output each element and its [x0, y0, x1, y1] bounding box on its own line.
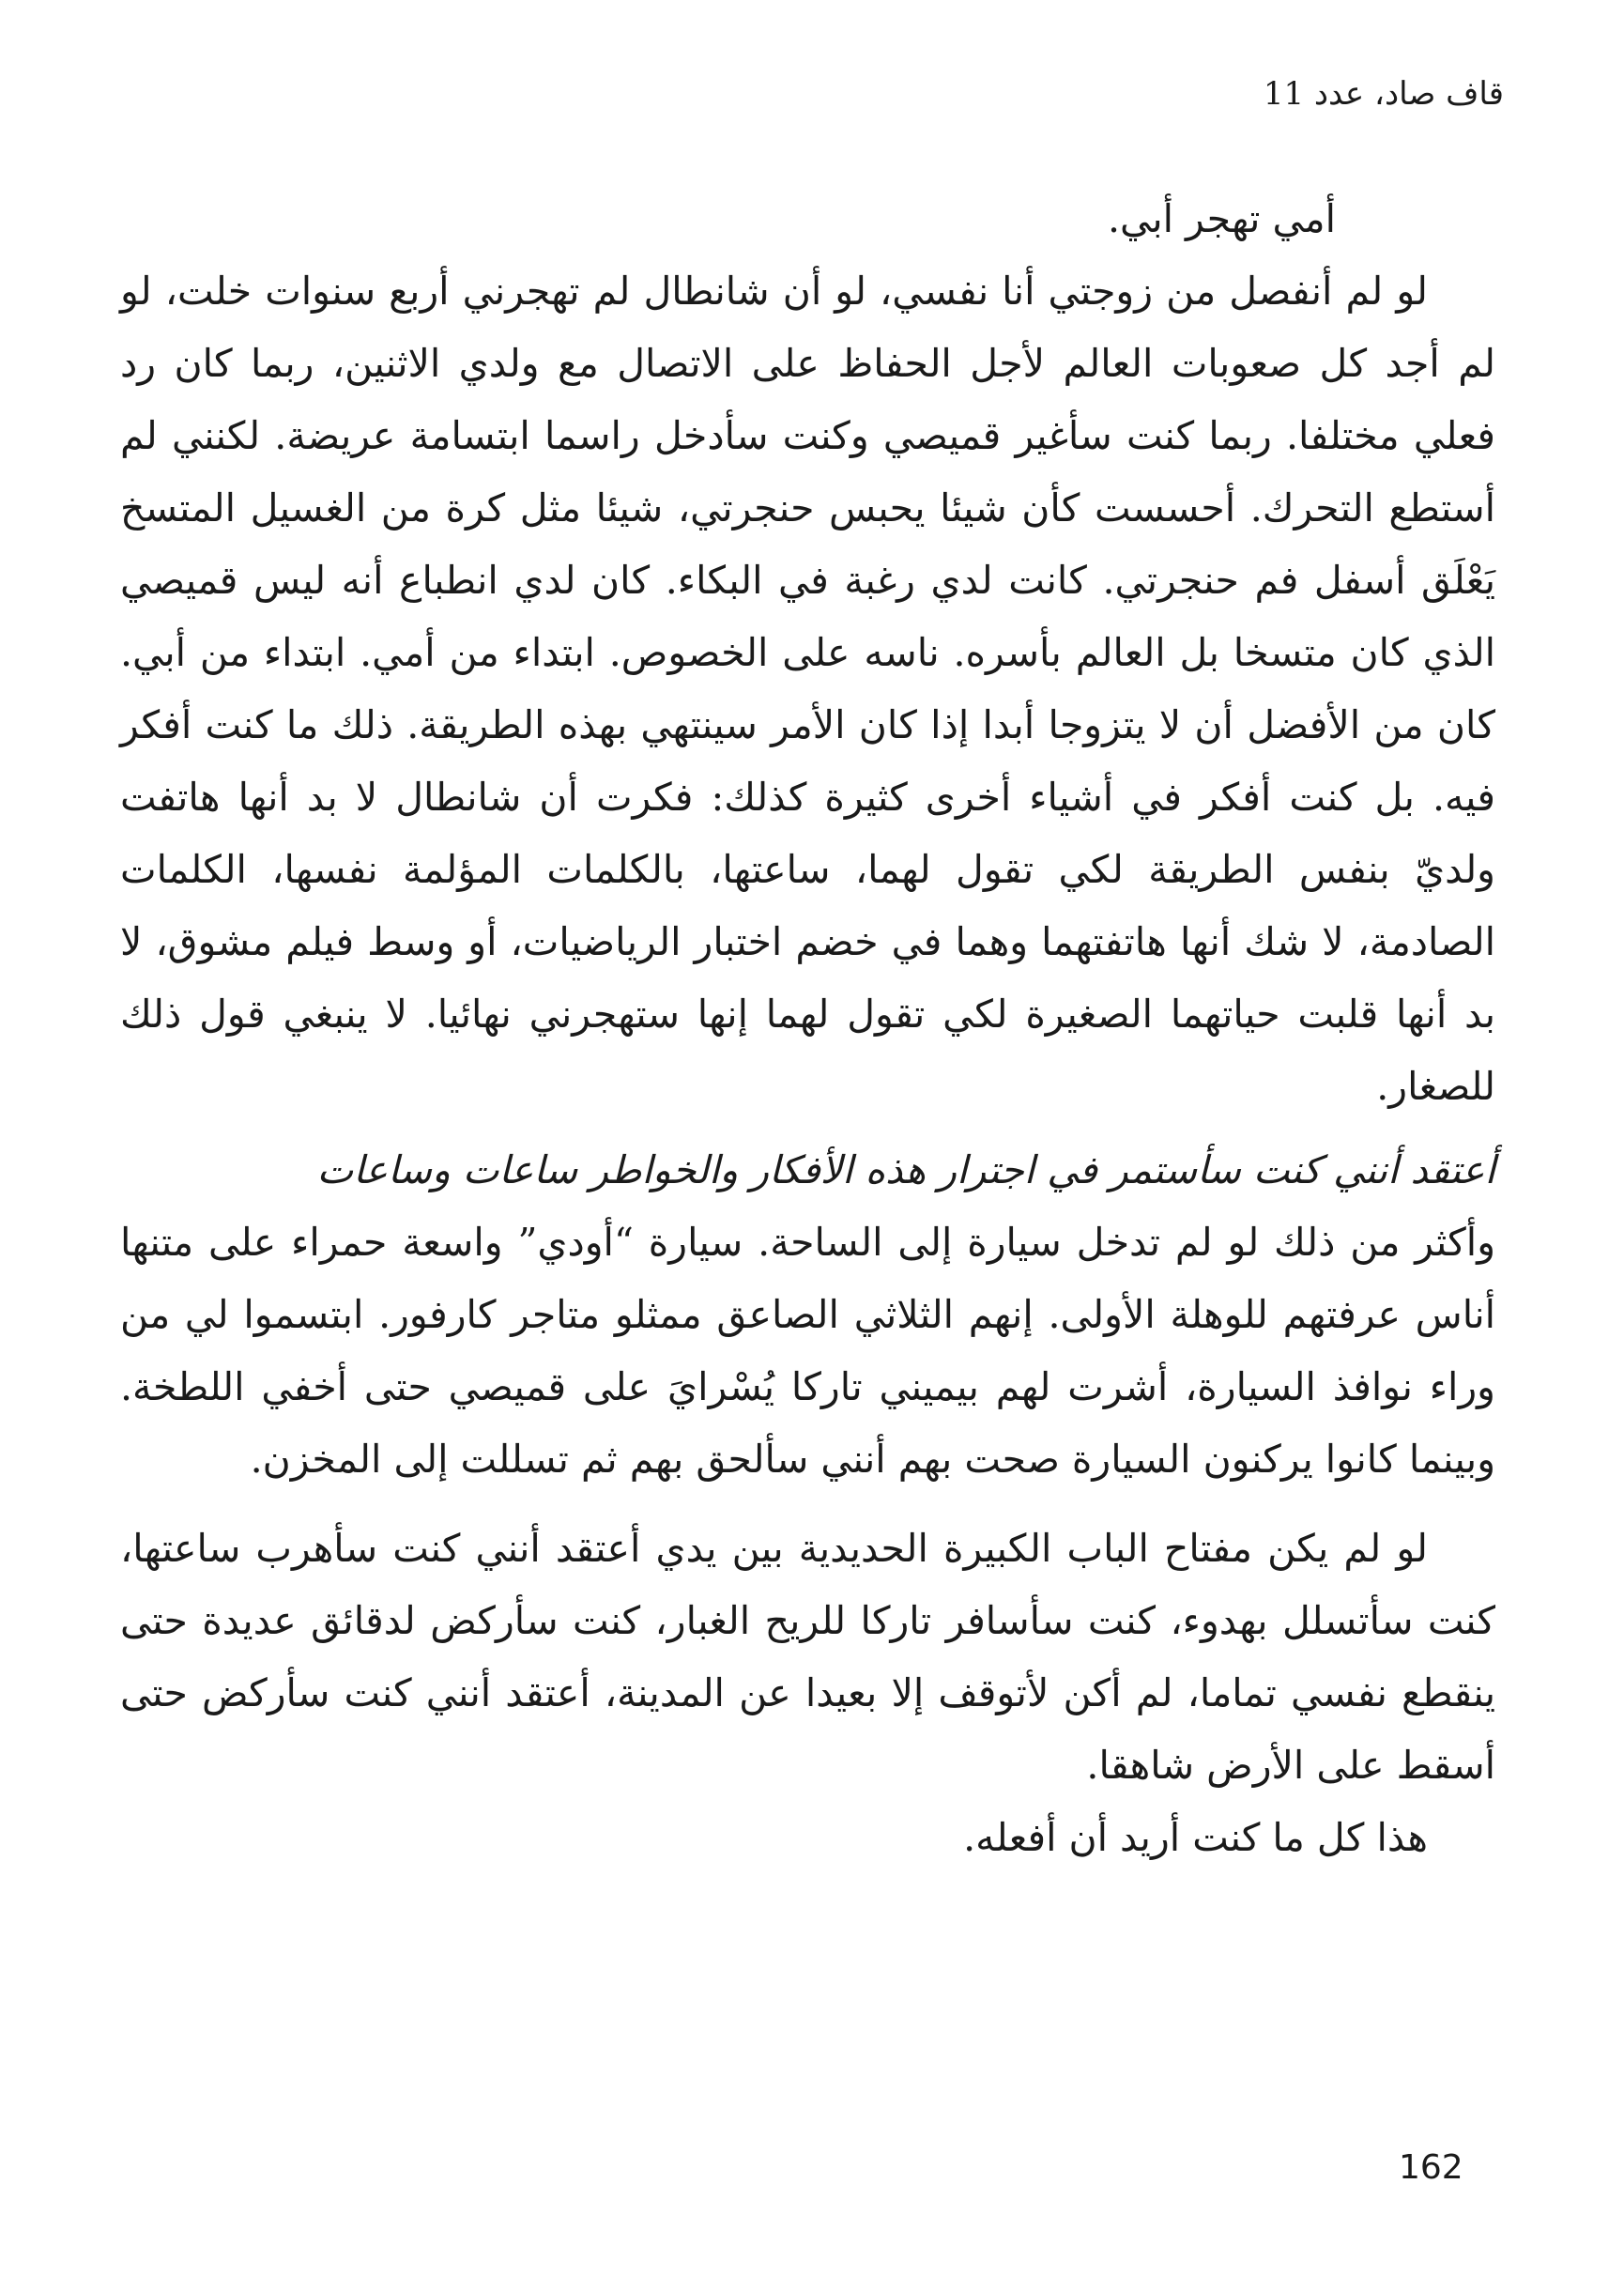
- paragraph-car-arrival: وأكثر من ذلك لو لم تدخل سيارة إلى الساحة. سيارة “أودي” واسعة حمراء على متنها أناس عرفتهم للوهلة الأولى. إنهم الثلاثي الصاعق ممثلو متاجر كارفور. ابتسموا لي من وراء نوافذ السيارة، أشرت لهم بيميني تاركا يُسْرايَ على قميصي حتى أخفي اللطخة. وبينما كانوا يركنون السيارة صحت بهم أنني سألحق بهم ثم تسللت إلى المخزن.: [120, 1220, 1495, 1482]
- page-number: 162: [1399, 2148, 1463, 2187]
- paragraph-closing: هذا كل ما كنت أريد أن أفعله.: [963, 1815, 1428, 1860]
- paragraph-main: لو لم أنفصل من زوجتي أنا نفسي، لو أن شانطال لم تهجرني أربع سنوات خلت، لو لم أجد كل صعوبات العالم لأجل الحفاظ على الاتصال مع ولدي الاثنين، ربما كان رد فعلي مختلفا. ربما كنت سأغير قميصي وكنت سأدخل راسما ابتسامة عريضة. لكنني لم أستطع التحرك. أحسست كأن شيئا يحبس حنجرتي، شيئا مثل كرة من الغسيل المتسخ يَعْلَق أسفل فم حنجرتي. كانت لدي رغبة في البكاء. كان لدي انطباع أنه ليس قميصي الذي كان متسخا بل العالم بأسره. ناسه على الخصوص. ابتداء من أمي. ابتداء من أبي. كان من الأفضل أن لا يتزوجا أبدا إذا كان الأمر سينتهي بهذه الطريقة. ذلك ما كنت أفكر فيه. بل كنت أفكر في أشياء أخرى كثيرة كذلك: فكرت أن شانطال لا بد أنها هاتفت ولديّ بنفس الطريقة لكي تقول لهما، ساعتها، بالكلمات المؤلمة نفسها، الكلمات الصادمة، لا شك أنها هاتفتهما وهما في خضم اختبار الرياضيات، أو وسط فيلم مشوق، لا بد أنها قلبت حياتهما الصغيرة لكي تقول لهما إنها ستهجرني نهائيا. لا ينبغي قول ذلك للصغار.: [120, 269, 1495, 1109]
- paragraph-opening: أمي تهجر أبي.: [1108, 196, 1336, 241]
- paragraph-escape: لو لم يكن مفتاح الباب الكبيرة الحديدية بين يدي أعتقد أنني كنت سأهرب ساعتها، كنت سأتسلل بهدوء، كنت سأسافر تاركا للريح الغبار، كنت سأركض لدقائق عديدة حتى ينقطع نفسي تماما، لم أكن لأتوقف إلا بعيدا عن المدينة، أعتقد أنني كنت سأركض حتى أسقط على الأرض شاهقا.: [120, 1526, 1495, 1788]
- body-text: [120, 183, 1495, 1874]
- paragraph-italic-thought: أعتقد أنني كنت سأستمر في اجترار هذه الأفكار والخواطر ساعات وساعات: [316, 1147, 1495, 1192]
- running-header: قاف صاد، عدد 11: [1263, 75, 1504, 113]
